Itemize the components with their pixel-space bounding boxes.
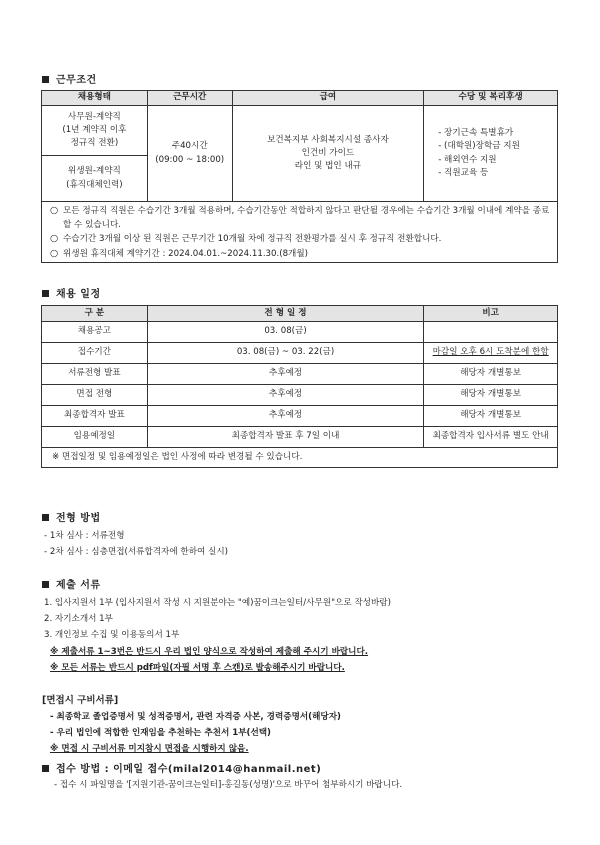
header-benefits: 수당 및 복리후생 xyxy=(424,91,558,106)
interview-docs-title: [면접시 구비서류] xyxy=(42,695,119,706)
work-hours: 주40시간 (09:00 ~ 18:00) xyxy=(147,106,232,202)
docs-note: ※ 모든 서류는 반드시 pdf파일(자필 서명 후 스캔)로 발송해주시기 바랍니다. xyxy=(50,663,345,673)
section-title-apply: 접수 방법 : 이메일 접수(milal2014@hanmail.net) xyxy=(42,760,321,775)
table-row: 최종합격자 발표 추후예정 해당자 개별통보 xyxy=(42,406,558,427)
header-date: 전 형 일 정 xyxy=(147,306,423,322)
square-bullet-icon xyxy=(42,514,49,521)
table-row: 면접 전형 추후예정 해당자 개별통보 xyxy=(42,385,558,406)
square-bullet-icon xyxy=(42,76,49,83)
table-row: 채용공고 03. 08(금) xyxy=(42,322,558,343)
table-row: 임용예정일 최종합격자 발표 후 7일 이내 최종합격자 입사서류 별도 안내 xyxy=(42,427,558,448)
circle-bullet-icon: ○ xyxy=(50,233,59,245)
header-salary: 급여 xyxy=(232,91,424,106)
docs-note: ※ 제출서류 1~3번은 반드시 우리 법인 양식으로 작성하여 제출해 주시기 바랍니다. xyxy=(50,647,369,657)
section-title-docs: 제출 서류 xyxy=(42,576,101,591)
interview-item: - 최종학교 졸업증명서 및 성적증명서, 관련 자격증 사본, 경력증명서(해당자) xyxy=(50,712,341,722)
section-title-schedule: 채용 일정 xyxy=(42,285,101,300)
header-category: 구 분 xyxy=(42,306,148,322)
docs-item: 1. 입사지원서 1부 (입사지원서 작성 시 지원분야는 "예)꿈이크는일터/사무원"으로 작성바람) xyxy=(44,598,391,608)
note-item: ○ 위생원 휴직대체 계약기간 : 2024.04.01.~2024.11.30.(8개월) xyxy=(50,247,308,259)
work-conditions-table xyxy=(41,90,558,263)
type-sanitation: 위생원-계약직 (휴직대체인력) xyxy=(42,156,148,202)
square-bullet-icon xyxy=(42,581,49,588)
work-notes xyxy=(42,202,558,263)
header-hours: 근무시간 xyxy=(147,91,232,106)
table-row: 접수기간 03. 08(금) ~ 03. 22(금) 마감일 오후 6시 도착분에 한함 xyxy=(42,343,558,364)
note-item: ○ 수습기간 3개월 이상 된 직원은 근무기간 10개월 차에 정규직 전환평가를 실시 후 정규직 전환합니다. xyxy=(50,233,442,245)
interview-item: - 우리 법인에 적합한 인재임을 추천하는 추천서 1부(선택) xyxy=(50,728,271,738)
docs-item: 2. 자기소개서 1부 xyxy=(44,614,113,624)
table-row: 서류전형 발표 추후예정 해당자 개별통보 xyxy=(42,364,558,385)
header-type: 채용형태 xyxy=(42,91,148,106)
docs-item: 3. 개인정보 수집 및 이용동의서 1부 xyxy=(44,630,180,640)
selection-item: - 2차 심사 : 심층면접(서류합격자에 한하여 실시) xyxy=(44,547,228,557)
schedule-footnote: ※ 면접일정 및 임용예정일은 법인 사정에 따라 변경될 수 있습니다. xyxy=(42,448,558,468)
type-office: 사무원-계약직 (1년 계약직 이후 정규직 전환) xyxy=(42,106,148,156)
section-title-work: 근무조건 xyxy=(42,71,97,86)
note-item: ○ 모든 정규직 직원은 수습기간 3개월 적용하며, 수습기간동안 적합하지 않다고 판단될 경우에는 수습기간 3개월 이내에 계약을 종료할 수 있습니다. xyxy=(50,205,550,231)
salary: 보건복지부 사회복지시설 종사자 인건비 가이드 라인 및 법인 내규 xyxy=(232,106,424,202)
interview-note: ※ 면접 시 구비서류 미지참시 면접을 시행하지 않음. xyxy=(50,744,249,754)
section-title-selection: 전형 방법 xyxy=(42,509,101,524)
benefits: - 장기근속 특별휴가 - (대학원)장학금 지원 - 해외연수 지원 - 직원교육 등 xyxy=(424,106,558,202)
apply-note: - 접수 시 파일명을 '[지원기관-꿈이크는일터]-홍길동(성명)'으로 바꾸어 첨부하시기 바랍니다. xyxy=(54,780,403,790)
selection-item: - 1차 심사 : 서류전형 xyxy=(44,531,125,541)
header-note: 비고 xyxy=(424,306,558,322)
circle-bullet-icon: ○ xyxy=(50,247,59,259)
schedule-table xyxy=(41,305,558,468)
circle-bullet-icon: ○ xyxy=(50,205,59,216)
deadline-note: 마감일 오후 6시 도착분에 한함 xyxy=(432,347,549,358)
square-bullet-icon xyxy=(42,290,49,297)
square-bullet-icon xyxy=(42,765,49,772)
